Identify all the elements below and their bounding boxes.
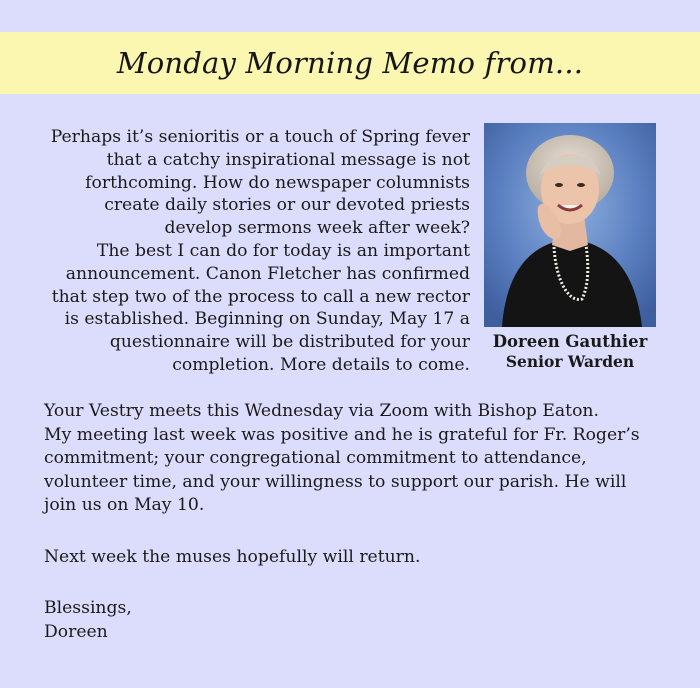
author-role: Senior Warden <box>505 352 635 371</box>
header-banner <box>0 32 700 94</box>
intro-line: that a catchy inspirational message is not <box>106 149 470 170</box>
paragraph-line: join us on May 10. <box>44 495 205 515</box>
author-caption <box>482 332 658 372</box>
intro-line: create daily stories or our devoted priests <box>104 195 470 216</box>
intro-line: that step two of the process to call a new rector <box>51 286 470 307</box>
intro-line: develop sermons week after week? <box>164 218 470 239</box>
intro-line: forthcoming. How do newspaper columnists <box>85 172 470 193</box>
paragraph-line: Your Vestry meets this Wednesday via Zoom with Bishop Eaton. <box>44 401 599 421</box>
paragraph-line: commitment; your congregational commitment to attendance, <box>44 448 587 468</box>
paragraph-line: My meeting last week was positive and he is grateful for Fr. Roger’s <box>44 424 640 445</box>
intro-line: questionnaire will be distributed for your <box>109 332 470 353</box>
closing-salutation: Blessings, <box>44 598 132 618</box>
intro-line: is established. Beginning on Sunday, May 17 a <box>64 309 470 330</box>
intro-paragraph <box>30 126 470 377</box>
closing-signature <box>44 597 674 644</box>
intro-line: announcement. Canon Fletcher has confirmed <box>65 263 470 284</box>
paragraph-line: volunteer time, and your willingness to support our parish. He will <box>44 471 627 492</box>
paragraph-line: Next week the muses hopefully will return. <box>44 547 421 567</box>
author-portrait <box>484 123 656 327</box>
intro-line: Perhaps it’s senioritis or a touch of Spring fever <box>50 127 470 147</box>
vestry-paragraph <box>44 400 674 518</box>
page-title: Monday Morning Memo from... <box>116 46 584 80</box>
intro-line: The best I can do for today is an important <box>96 240 470 261</box>
author-name: Doreen Gauthier <box>492 332 648 351</box>
intro-line: completion. More details to come. <box>172 354 470 375</box>
signature-name: Doreen <box>44 621 108 642</box>
muses-paragraph <box>44 546 674 570</box>
